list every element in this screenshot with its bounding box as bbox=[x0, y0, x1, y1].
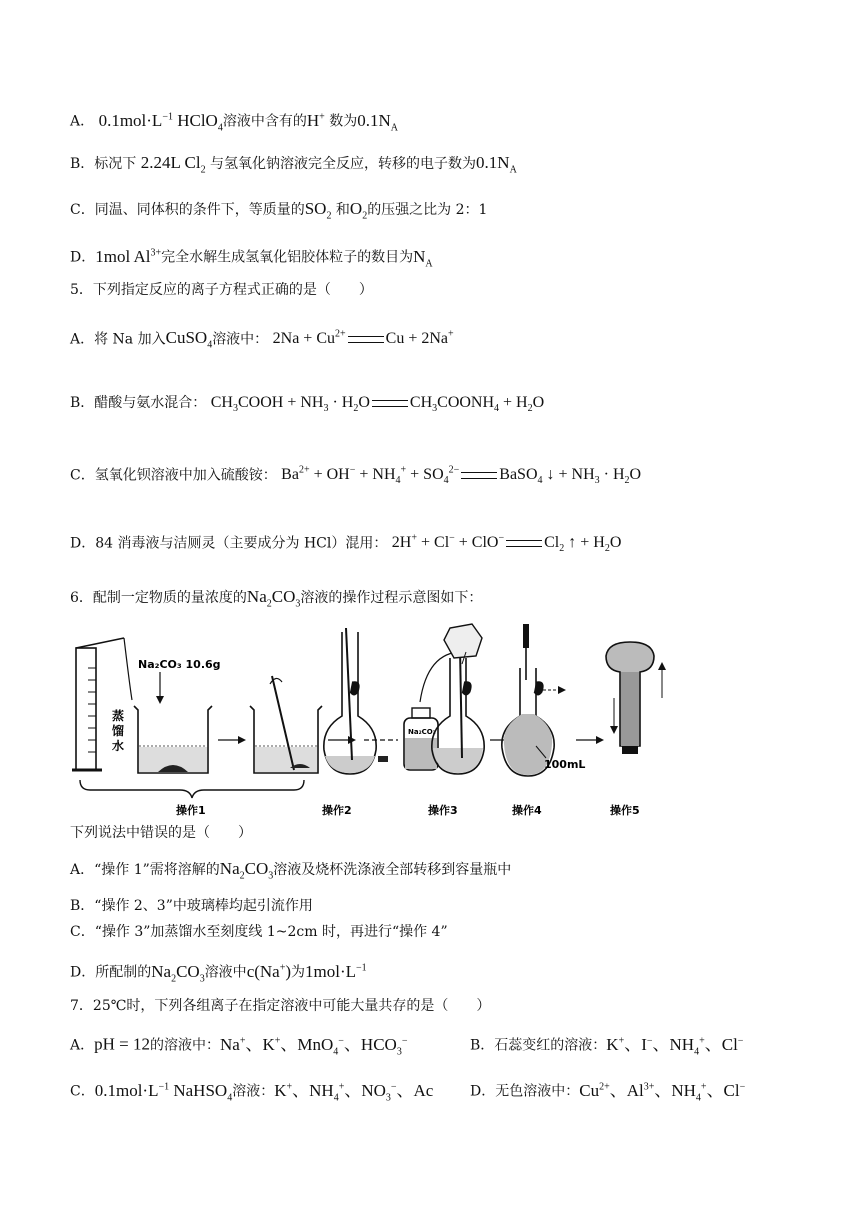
q7-option-a: A．pH = 12的溶液中：Na+、K+、MnO$_4$−、$HCO_3^-$ bbox=[70, 1034, 408, 1058]
caption-op5: 操作5 bbox=[610, 804, 640, 817]
volumetric-flask-4 bbox=[502, 624, 586, 776]
water-label-1: 蒸 bbox=[112, 709, 125, 723]
caption-op4: 操作4 bbox=[512, 804, 542, 817]
q6-question: 下列说法中错误的是（ ） bbox=[70, 825, 252, 841]
water-label-2: 馏 bbox=[112, 724, 125, 738]
q6-option-d: D．所配制的$Na_2CO_3$溶液中c(Na+)为$1mol\cdot L^{-1}$ bbox=[70, 961, 367, 985]
q6-stem: 6．配制一定物质的量浓度的$Na_2CO_3$溶液的操作过程示意图如下： bbox=[70, 587, 483, 610]
caption-op2: 操作2 bbox=[322, 804, 352, 817]
q5-option-d: D．84 消毒液与洁厕灵（主要成分为 HCl）混用： 2H+ + Cl− + ClO− $Cl_2$ ↑ + $H_2O$ bbox=[70, 533, 622, 555]
beaker-2 bbox=[250, 676, 322, 773]
q4-option-b: B．标况下 2.24L $Cl_2$ 与氢氧化钠溶液完全反应，转移的电子数为$0.1N_A$ bbox=[70, 153, 517, 176]
q7-option-d: D．无色溶液中：$Cu^{2+}$、$Al^{3+}$、$NH_4^+$、Cl− bbox=[470, 1080, 746, 1104]
flask-volume-label: 100mL bbox=[544, 758, 586, 771]
q5-option-b: B．醋酸与氨水混合： $CH_3COOH + NH_3 \cdot H_2O$ $CH_3COONH_4 + H_2O$ bbox=[70, 394, 545, 415]
q6-option-a: A．“操作 1”需将溶解的$Na_2CO_3$溶液及烧杯洗涤液全部转移到容量瓶中 bbox=[70, 859, 512, 882]
volumetric-flask-3 bbox=[432, 648, 484, 774]
q4-option-a: A． $0.1mol\cdot L^{-1}$ HClO$_4$溶液中含有的H+ 数为$0.1N_A$ bbox=[70, 110, 398, 134]
q5-option-c: C．氢氧化钡溶液中加入硫酸铵： $Ba^{2+} + OH^- + NH_4^+ + SO_4^{2-}$ BaSO$_4$ ↓ + $NH_3 \cdot H_2O$ bbox=[70, 465, 642, 487]
volumetric-flask-2 bbox=[324, 628, 376, 774]
q4-option-d: D．1mol $Al^{3+}$完全水解生成氢氧化铝胶体粒子的数目为$N_A$ bbox=[70, 246, 433, 270]
q7-stem: 7．25℃时，下列各组离子在指定溶液中可能大量共存的是（ ） bbox=[70, 998, 491, 1014]
q5-stem: 5．下列指定反应的离子方程式正确的是（ ） bbox=[70, 282, 373, 298]
reagent-label: Na₂CO₃ 10.6g bbox=[138, 658, 221, 671]
q7-option-b: B．石蕊变红的溶液：K+、I−、$NH_4^+$、Cl− bbox=[470, 1034, 744, 1058]
caption-op1: 操作1 bbox=[176, 804, 206, 817]
procedure-figure bbox=[68, 618, 678, 818]
water-label-3: 水 bbox=[112, 739, 125, 753]
q5-option-a: A．将 Na 加入CuSO$_4$溶液中： $2Na + Cu^{2+}$ Cu + 2Na+ bbox=[70, 328, 454, 351]
inverted-flask bbox=[606, 642, 666, 754]
beaker-1 bbox=[134, 706, 212, 773]
q6-option-c: C．“操作 3”加蒸馏水至刻度线 1~2cm 时，再进行“操作 4” bbox=[70, 924, 448, 940]
q4-option-c: C．同温、同体积的条件下，等质量的$SO_2$ 和$O_2$的压强之比为 2：1 bbox=[70, 199, 488, 222]
caption-op3: 操作3 bbox=[428, 804, 458, 817]
q6-option-b: B．“操作 2、3”中玻璃棒均起引流作用 bbox=[70, 898, 313, 914]
svg-text:Na₂CO₃: Na₂CO₃ bbox=[408, 728, 436, 736]
q7-option-c: C．$0.1mol\cdot L^{-1}$ NaHSO$_4$溶液：K+、$NH_4^+$、$NO_3^-$、Ac bbox=[70, 1080, 434, 1104]
